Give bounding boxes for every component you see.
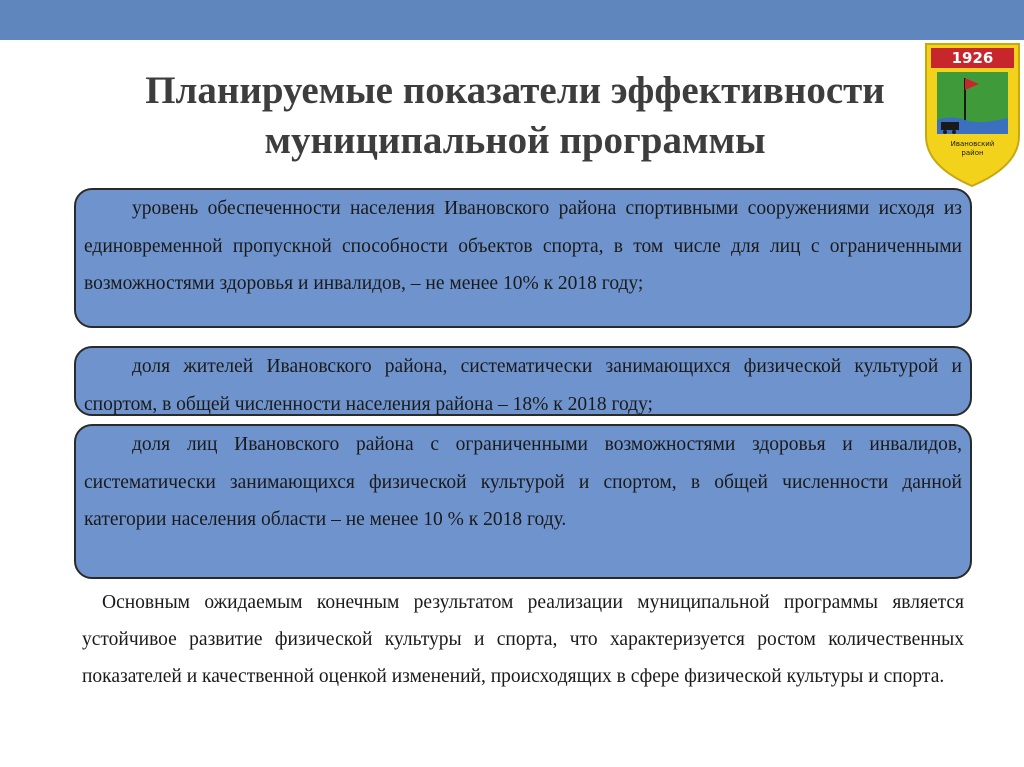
district-emblem: [921, 40, 1024, 190]
emblem-year: 1926: [951, 49, 994, 67]
indicator-text-2: доля жителей Ивановского района, систематически занимающихся физической культурой и спортом, в общей численности населения района – 18% к 2018 году;: [84, 356, 962, 415]
page-title-line-2: муниципальной программы: [264, 119, 766, 162]
indicator-box-2: [74, 346, 972, 416]
top-bar: [0, 0, 1024, 40]
emblem-caption-line-1: Ивановский: [950, 140, 995, 148]
district-emblem-shield: [921, 40, 1024, 190]
emblem-caption-line-2: район: [961, 149, 984, 157]
indicator-text-3: доля лиц Ивановского района с ограниченными возможностями здоровья и инвалидов, систематически занимающихся физической культурой и спортом, в общей численности данной категории населения области – не менее 10 % к 2018 году.: [84, 434, 962, 530]
conclusion-paragraph: Основным ожидаемым конечным результатом реализации муниципальной программы является устойчивое развитие физической культуры и спорта, что характеризуется ростом количественных показателей и качественной оценкой изменений, происходящих в сфере физической культуры и спорта.: [82, 592, 964, 687]
page-title-line-1: Планируемые показатели эффективности: [145, 69, 885, 112]
page-title: [85, 66, 945, 166]
indicator-box-1: [74, 188, 972, 328]
indicator-text-1: уровень обеспеченности населения Ивановского района спортивными сооружениями исходя из единовременной пропускной способности объектов спорта, в том числе для лиц с ограниченными возможностями здоровья и инвалидов, – не менее 10% к 2018 году;: [84, 198, 962, 294]
indicator-box-3: [74, 424, 972, 579]
